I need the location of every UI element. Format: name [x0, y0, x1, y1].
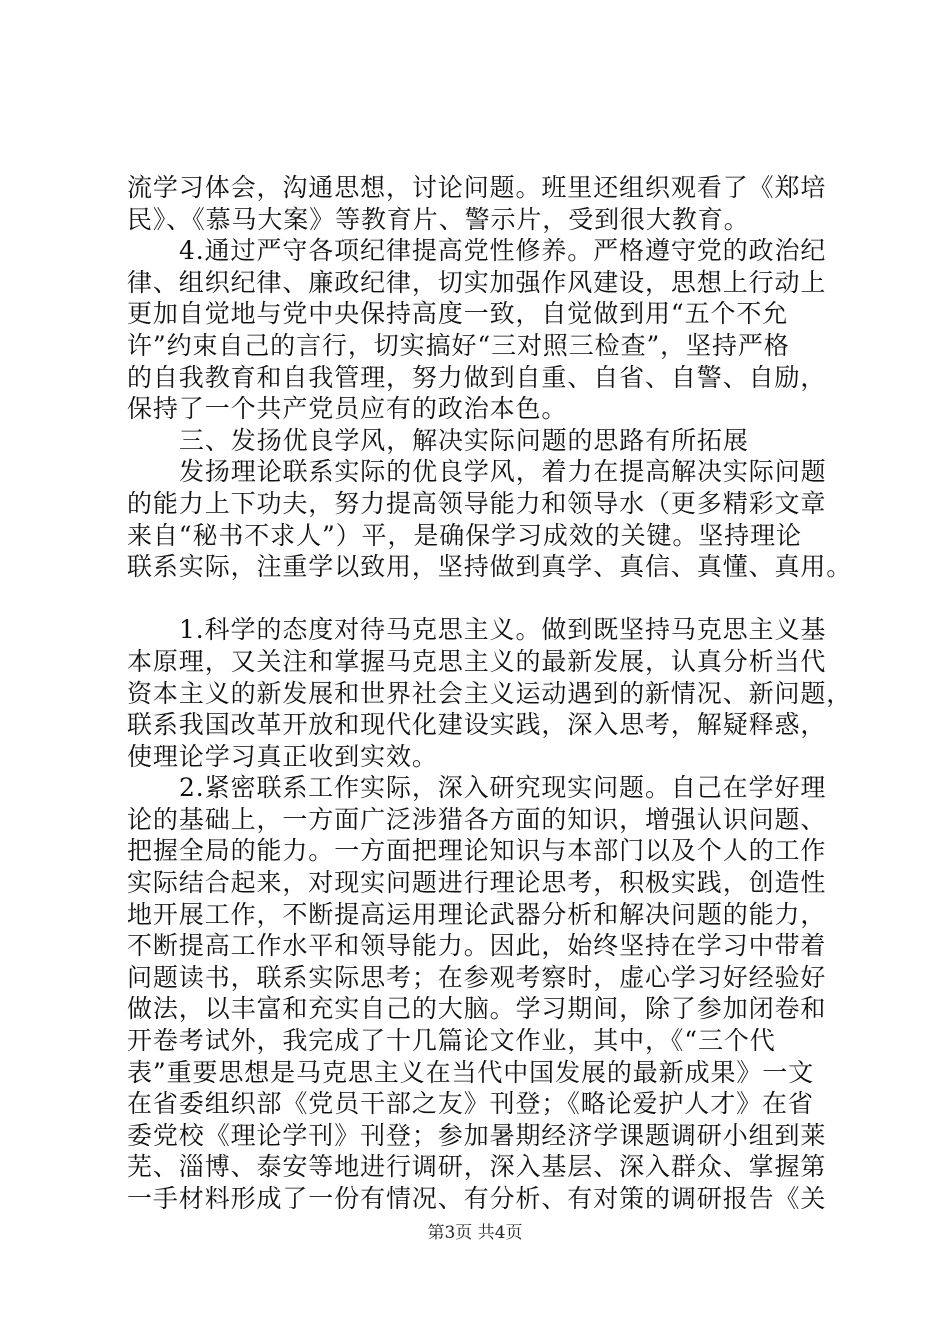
- text-line: 一手材料形成了一份有情况、有分析、有对策的调研报告《关: [127, 1184, 827, 1213]
- text-line: 地开展工作，不断提高运用理论武器分析和解决问题的能力，: [127, 899, 827, 929]
- text-line: 发扬理论联系实际的优良学风，着力在提高解决实际问题: [179, 457, 827, 487]
- page-footer: 第3页 共4页: [427, 1223, 523, 1243]
- text-line: 把握全局的能力。一方面把理论知识与本部门以及个人的工作: [127, 836, 827, 866]
- text-line: 表”重要思想是马克思主义在当代中国发展的最新成果》一文: [127, 1057, 815, 1087]
- text-line: 委党校《理论学刊》刊登；参加暑期经济学课题调研小组到莱: [127, 1120, 827, 1150]
- text-line: 2.紧密联系工作实际，深入研究现实问题。自己在学好理: [179, 773, 827, 803]
- text-line: 问题读书，联系实际思考；在参观考察时，虚心学习好经验好: [127, 962, 827, 992]
- text-line: 的能力上下功夫，努力提高领导能力和领导水（更多精彩文章: [127, 488, 827, 518]
- text-line: 更加自觉地与党中央保持高度一致，自觉做到用“五个不允: [127, 299, 789, 329]
- text-line: 实际结合起来，对现实问题进行理论思考，积极实践，创造性: [127, 868, 827, 898]
- text-line: 做法，以丰富和充实自己的大脑。学习期间，除了参加闭卷和: [127, 994, 827, 1024]
- text-line: 保持了一个共产党员应有的政治本色。: [127, 394, 568, 424]
- text-line: 来自“秘书不求人”）平，是确保学习成效的关键。坚持理论: [127, 520, 802, 550]
- text-line: 在省委组织部《党员干部之友》刊登；《略论爱护人才》在省: [127, 1089, 814, 1119]
- text-line: 芜、淄博、泰安等地进行调研，深入基层、深入群众、掌握第: [127, 1152, 827, 1182]
- text-line: 律、组织纪律、廉政纪律，切实加强作风建设，思想上行动上: [127, 267, 827, 297]
- text-line: 论的基础上，一方面广泛涉猎各方面的知识，增强认识问题、: [127, 804, 827, 834]
- text-line: 资本主义的新发展和世界社会主义运动遇到的新情况、新问题，: [127, 678, 853, 708]
- text-line: 不断提高工作水平和领导能力。因此，始终坚持在学习中带着: [127, 931, 827, 961]
- text-line: 联系实际，注重学以致用，坚持做到真学、真信、真懂、真用。: [127, 552, 853, 582]
- text-line: 许”约束自己的言行，切实搞好“三对照三检查”，坚持严格: [127, 330, 790, 360]
- text-line: 1.科学的态度对待马克思主义。做到既坚持马克思主义基: [179, 615, 827, 645]
- blank-line: [127, 583, 847, 615]
- text-line: 三、发扬优良学风，解决实际问题的思路有所拓展: [179, 425, 749, 455]
- text-line: 开卷考试外，我完成了十几篇论文作业，其中，《“三个代: [127, 1026, 776, 1056]
- text-line: 联系我国改革开放和现代化建设实践，深入思考，解疑释惑，: [127, 710, 827, 740]
- text-line: 民》、《慕马大案》等教育片、警示片，受到很大教育。: [127, 204, 750, 234]
- text-line: 本原理，又关注和掌握马克思主义的最新发展，认真分析当代: [127, 646, 827, 676]
- text-line: 使理论学习真正收到实效。: [127, 741, 438, 771]
- text-line: 4.通过严守各项纪律提高党性修养。严格遵守党的政治纪: [179, 236, 827, 266]
- text-line: 流学习体会，沟通思想，讨论问题。班里还组织观看了《郑培: [127, 173, 827, 202]
- document-body: [127, 172, 853, 1215]
- text-line: 的自我教育和自我管理，努力做到自重、自省、自警、自励，: [127, 362, 827, 392]
